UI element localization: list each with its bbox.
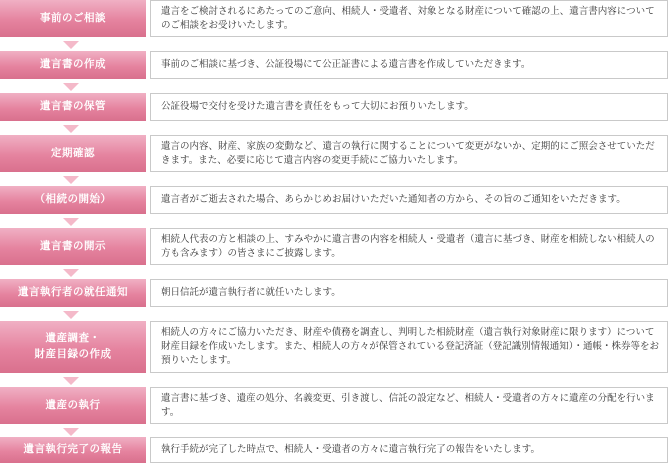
step-label: 遺言執行者の就任通知 — [0, 279, 146, 307]
step-description: 遺言の内容、財産、家族の変動など、遺言の執行に関することについて変更がないか、定期的にご照会させていただきます。また、必要に応じて遺言内容の変更手続にご協力いたします。 — [150, 135, 668, 172]
step-label: 定期確認 — [0, 135, 146, 172]
down-arrow-icon — [63, 41, 79, 49]
step-label: 遺産調査・ 財産目録の作成 — [0, 321, 146, 373]
step-description: 遺言者がご逝去された場合、あらかじめお届けいただいた通知者の方から、その旨のご通知をいただきます。 — [150, 186, 668, 214]
step-description: 朝日信託が遺言執行者に就任いたします。 — [150, 279, 668, 307]
down-arrow-icon — [63, 83, 79, 91]
step-label: 遺産の執行 — [0, 387, 146, 424]
down-arrow-icon — [63, 311, 79, 319]
step-label: （相続の開始） — [0, 186, 146, 214]
step-periodic-check — [0, 135, 670, 172]
step-estate-investigation — [0, 321, 670, 373]
step-label: 遺言執行完了の報告 — [0, 437, 146, 463]
step-consultation — [0, 0, 670, 37]
step-description: 公証役場で交付を受けた遺言書を責任をもって大切にお預りいたします。 — [150, 93, 668, 121]
down-arrow-icon — [63, 176, 79, 184]
step-description: 遺言をご検討されるにあたってのご意向、相続人・受遺者、対象となる財産について確認の上、遺言書内容についてのご相談をお受けいたします。 — [150, 0, 668, 37]
step-label: 遺言書の開示 — [0, 228, 146, 265]
step-executor-notice — [0, 279, 670, 307]
down-arrow-icon — [63, 269, 79, 277]
step-description: 相続人代表の方と相談の上、すみやかに遺言書の内容を相続人・受遺者（遺言に基づき、財産を相続しない相続人の方も含みます）の皆さまにご披露します。 — [150, 228, 668, 265]
step-label: 遺言書の保管 — [0, 93, 146, 121]
step-description: 相続人の方々にご協力いただき、財産や債務を調査し、判明した相続財産（遺言執行対象財産に限ります）について財産目録を作成いたします。また、相続人の方々が保管されている登記済証（登記識別情報通知）・通帳・株券等をお預りいたします。 — [150, 321, 668, 373]
step-completion-report — [0, 437, 670, 463]
step-description: 執行手続が完了した時点で、相続人・受遺者の方々に遺言執行完了の報告をいたします。 — [150, 437, 668, 463]
step-description: 事前のご相談に基づき、公証役場にて公正証書による遺言書を作成していただきます。 — [150, 51, 668, 79]
down-arrow-icon — [63, 377, 79, 385]
down-arrow-icon — [63, 218, 79, 226]
step-label: 事前のご相談 — [0, 0, 146, 37]
step-label: 遺言書の作成 — [0, 51, 146, 79]
down-arrow-icon — [63, 428, 79, 436]
step-estate-execution — [0, 387, 670, 424]
step-description: 遺言書に基づき、遺産の処分、名義変更、引き渡し、信託の設定など、相続人・受遺者の方々に遺産の分配を行います。 — [150, 387, 668, 424]
step-inheritance-start — [0, 186, 670, 214]
down-arrow-icon — [63, 125, 79, 133]
step-will-storage — [0, 93, 670, 121]
step-will-creation — [0, 51, 670, 79]
step-will-disclosure — [0, 228, 670, 265]
